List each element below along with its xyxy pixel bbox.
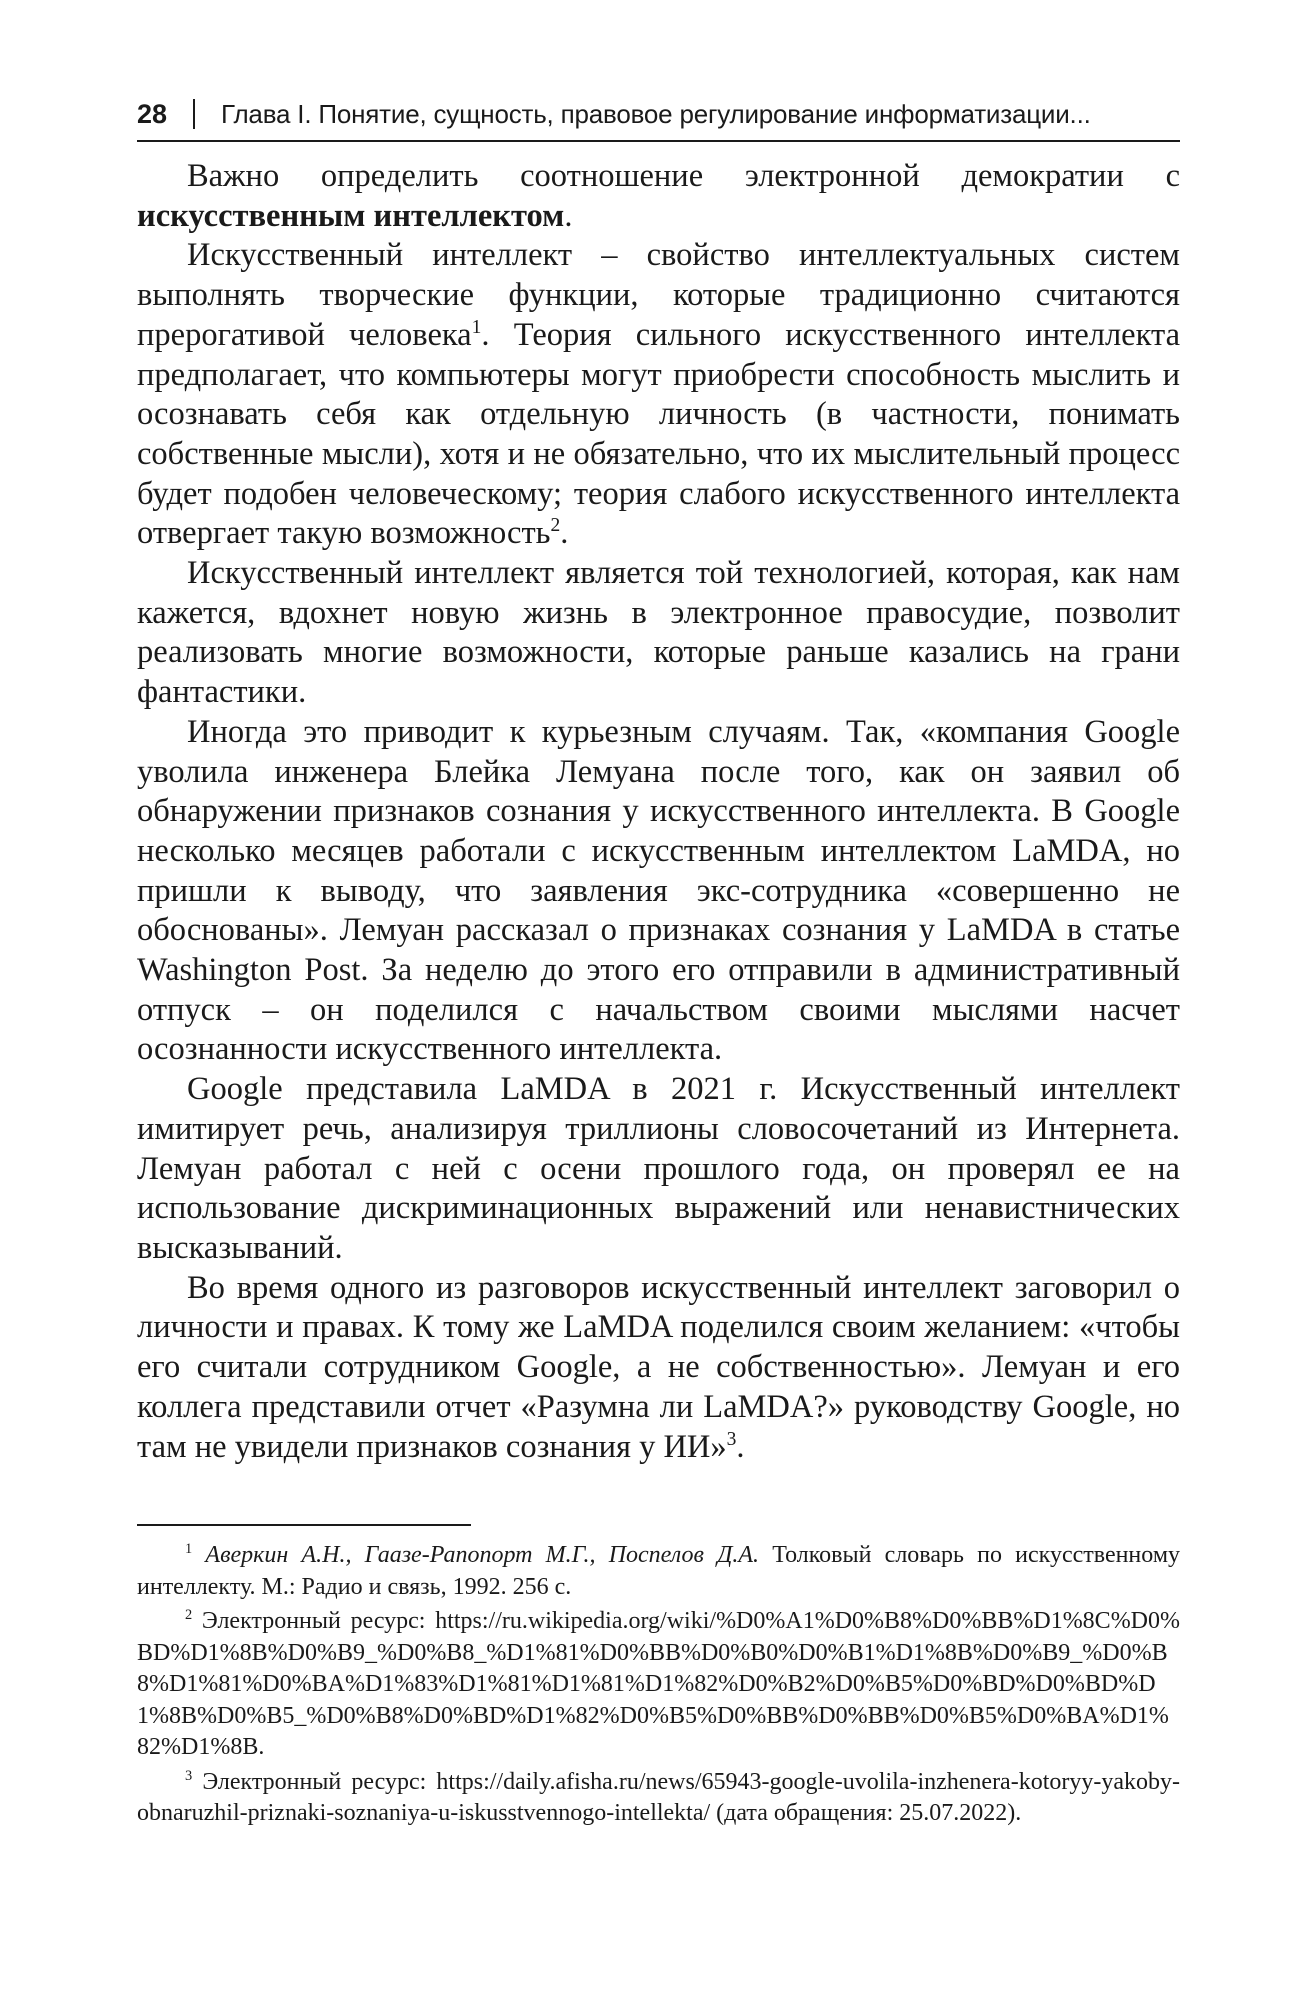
footnote-ref[interactable]: 3 <box>726 1428 737 1450</box>
page-number: 28 <box>137 98 168 129</box>
paragraph-2: Искусственный интеллект – свойство интеллектуальных систем выполнять творческие функции, которые традиционно считаются прерогативой человека$^1$. Теория сильного искусственного интеллекта предполагает, что компьютеры могут приобрести способность мыслить и осознавать себя как отдельную личность (в частности, понимать собственные мысли), хотя и не обязательно, что их мыслительный процесс будет подобен человеческому; теория слабого искусственного интеллекта отвергает такую возможность$^2$. <box>137 237 1180 552</box>
paragraph-3: Искусственный интеллект является той технологией, которая, как нам кажется, вдохнет новую жизнь в электронное правосудие, позволит реализовать многие возможности, которые раньше казались на грани фантастики. <box>137 555 1180 711</box>
footnote-link[interactable]: https://ru.wikipedia.org/wiki/%D0%A1%D0%B8%D0%BB%D1%8C%D0%BD%D1%8B%D0%B9_%D0%B8_%D1%81%D0%BB%D0%B0%D0%B1%D1%8B%D0%B9_%D0%B8%D1%81%D0%BA%D1%83%D1%81%D1%81%D1%82%D0%B2%D0%B5%D0%BD%D0%BD%D1%8B%D0%B5_%D0%B8%D0%BD%D1%82%D0%B5%D0%BB%D0%BB%D0%B5%D0%BA%D1%82%D1%8B <box>137 1608 1181 1760</box>
paragraph-4: Иногда это приводит к курьезным случаям. Так, «компания Google уволила инженера Блейка Лемуана после того, как он заявил об обнаружении признаков сознания у искусственного интеллекта. В Google несколько месяцев работали с искусственным интеллектом LaMDA, но пришли к выводу, что заявления экс-сотрудника «совершенно не обоснованы». Лемуан рассказал о признаках сознания у LaMDA в статье Washington Post. За неделю до этого его отправили в административный отпуск – он поделился с начальством своими мыслями насчет осознанности искусственного интеллекта. <box>137 713 1180 1068</box>
paragraph-5: Google представила LaMDA в 2021 г. Искусственный интеллект имитирует речь, анализируя триллионы словосочетаний из Интернета. Лемуан работал с ней с осени прошлого года, он проверял ее на использование дискриминационных выражений или ненавистнических высказываний. <box>137 1071 1180 1266</box>
header-rule <box>137 140 1180 142</box>
footnote-3: $^3$ Электронный ресурс: https://daily.afisha.ru/news/65943-google-uvolila-inzhenera-kotoryy-yakoby-obnaruzhil-priznaki-soznaniya-u-iskusstvennogo-intellekta/ (дата обращения: 25.07.2022). <box>137 1767 1180 1826</box>
footnote-rule <box>137 1524 471 1526</box>
footnote-authors: Аверкин А.Н., Гаазе-Рапопорт М.Г., Поспелов Д.А. <box>205 1542 760 1568</box>
footnote-number: 3 <box>185 1767 193 1784</box>
footnote-number: 1 <box>185 1541 193 1557</box>
footnotes <box>137 1540 1180 1833</box>
paragraph-6: Во время одного из разговоров искусственный интеллект заговорил о личности и правах. К тому же LaMDA поделился своим желанием: «чтобы его считали сотрудником Google, а не собственностью». Лемуан и его коллега представили отчет «Разумна ли LaMDA?» руководству Google, но там не увидели признаков сознания у ИИ»$^3$. <box>137 1269 1180 1465</box>
footnote-ref[interactable]: 2 <box>550 515 561 537</box>
header-separator <box>193 99 195 129</box>
bold-term: искусственным интеллектом <box>137 197 565 234</box>
main-text <box>137 157 1180 1467</box>
footnote-link[interactable]: https://daily.afisha.ru/news/65943-google-uvolila-inzhenera-kotoryy-yakoby-obnaruzhil-priznaki-soznaniya-u-iskusstvennogo-intellekta/ <box>137 1768 1180 1826</box>
running-title: Глава I. Понятие, сущность, правовое регулирование информатизации... <box>221 98 1091 129</box>
paragraph-1: Важно определить соотношение электронной демократии с искусственным интеллектом. <box>137 158 1180 234</box>
footnote-number: 2 <box>185 1607 193 1623</box>
footnote-1: $^1$ Аверкин А.Н., Гаазе-Рапопорт М.Г., Поспелов Д.А. Толковый словарь по искусственному интеллекту. М.: Радио и связь, 1992. 256 с. <box>137 1541 1181 1600</box>
footnote-ref[interactable]: 1 <box>471 316 482 338</box>
running-header <box>137 92 1180 136</box>
footnote-2: $^2$ Электронный ресурс: https://ru.wikipedia.org/wiki/%D0%A1%D0%B8%D0%BB%D1%8C%D0%BD%D1%8B%D0%B9_%D0%B8_%D1%81%D0%BB%D0%B0%D0%B1%D1%8B%D0%B9_%D0%B8%D1%81%D0%BA%D1%83%D1%81%D1%81%D1%82%D0%B2%D0%B5%D0%BD%D0%BD%D1%8B%D0%B5_%D0%B8%D0%BD%D1%82%D0%B5%D0%BB%D0%BB%D0%B5%D0%BA%D1%82%D1%8B. <box>137 1607 1181 1760</box>
